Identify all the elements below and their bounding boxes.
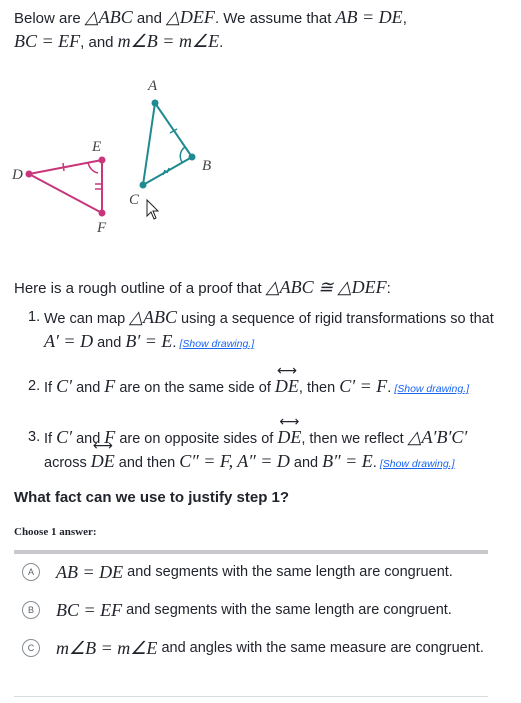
choice-math: AB = DE bbox=[56, 561, 124, 582]
step-math: F bbox=[104, 376, 116, 396]
step-text: using a sequence of rigid transformations so that bbox=[177, 311, 494, 327]
triangle-def-expr: △DEF bbox=[166, 7, 215, 27]
step-text: and bbox=[93, 335, 126, 351]
step-math: C′ bbox=[56, 376, 73, 396]
answer-choice-b[interactable] bbox=[14, 595, 488, 625]
step-number: 1. bbox=[28, 309, 41, 325]
problem-intro bbox=[14, 6, 504, 54]
outline-text: : bbox=[386, 280, 391, 297]
choice-letter-c: C bbox=[22, 639, 40, 657]
vertex-b bbox=[189, 154, 196, 161]
line-de: ⟷ DE bbox=[275, 375, 299, 397]
label-e: E bbox=[92, 139, 102, 155]
answer-choice-a[interactable] bbox=[14, 557, 488, 587]
line-de: ⟷ DE bbox=[277, 426, 301, 448]
show-drawing-link-3[interactable]: [Show drawing.] bbox=[379, 458, 455, 470]
step-math: B″ = E bbox=[322, 451, 373, 471]
step-text: . bbox=[372, 455, 377, 471]
triangle-abc bbox=[140, 100, 196, 189]
step-text: We can map bbox=[44, 311, 130, 327]
step-math: △A′B′C′ bbox=[407, 427, 468, 447]
step-number: 3. bbox=[28, 429, 41, 445]
step-text: . bbox=[387, 380, 392, 396]
proof-outline-heading bbox=[14, 277, 391, 298]
proof-step-2 bbox=[28, 375, 498, 400]
choice-text: and segments with the same length are congruent. bbox=[123, 564, 453, 580]
intro-text: , and bbox=[80, 34, 118, 51]
intro-text: and bbox=[132, 10, 167, 27]
step-math: F bbox=[104, 427, 116, 447]
step-text: are on the same side of bbox=[115, 380, 275, 396]
step-text: and bbox=[72, 380, 105, 396]
segment-ab bbox=[155, 103, 192, 157]
vertex-d bbox=[26, 171, 33, 178]
assumption-angle-b-e: m∠B = m∠E bbox=[117, 31, 220, 51]
proof-steps bbox=[28, 306, 498, 495]
intro-text: . bbox=[219, 34, 224, 51]
choice-text: and angles with the same measure are congruent. bbox=[157, 640, 484, 656]
segment-df bbox=[29, 174, 102, 213]
choose-label: Choose 1 answer: bbox=[14, 526, 97, 538]
show-drawing-link-2[interactable]: [Show drawing.] bbox=[394, 383, 470, 395]
intro-text: . We assume that bbox=[214, 10, 336, 27]
congruence-statement: △ABC ≅ △DEF bbox=[265, 277, 387, 297]
intro-text: , bbox=[402, 10, 407, 27]
step-number: 2. bbox=[28, 378, 41, 394]
question-prompt: What fact can we use to justify step 1? bbox=[14, 489, 290, 506]
intro-text: Below are bbox=[14, 10, 85, 27]
segment-ac bbox=[143, 103, 155, 185]
triangle-def bbox=[26, 157, 106, 217]
choices-divider bbox=[14, 550, 488, 554]
step-math: C′ = F bbox=[339, 376, 388, 396]
tick-de bbox=[63, 163, 64, 171]
step-text: , then we reflect bbox=[301, 431, 408, 447]
step-text: and bbox=[289, 455, 323, 471]
mouse-pointer-icon bbox=[147, 200, 158, 219]
step-math: △ABC bbox=[129, 307, 178, 327]
angle-e-mark bbox=[88, 162, 98, 173]
step-math: C′ bbox=[56, 427, 73, 447]
choice-math: BC = EF bbox=[56, 599, 123, 620]
step-text: across bbox=[44, 455, 91, 471]
step-math: B′ = E bbox=[125, 331, 173, 351]
label-c: C bbox=[129, 192, 140, 208]
outline-text: Here is a rough outline of a proof that bbox=[14, 280, 266, 297]
step-text: are on opposite sides of bbox=[115, 431, 278, 447]
step-text: If bbox=[44, 380, 57, 396]
triangle-abc-expr: △ABC bbox=[84, 7, 133, 27]
vertex-c bbox=[140, 182, 147, 189]
choice-text: and segments with the same length are congruent. bbox=[122, 602, 452, 618]
choices-bottom-divider bbox=[14, 696, 488, 697]
proof-step-1 bbox=[28, 306, 498, 355]
step-text: . bbox=[172, 335, 177, 351]
step-text: If bbox=[44, 431, 57, 447]
proof-step-3 bbox=[28, 426, 498, 475]
tick-bc-1 bbox=[163, 170, 165, 175]
step-math: C″ = F, A″ = D bbox=[179, 451, 290, 471]
step-text: and then bbox=[114, 455, 180, 471]
label-b: B bbox=[202, 158, 212, 174]
segment-de bbox=[29, 160, 102, 174]
angle-b-mark bbox=[180, 147, 185, 162]
triangles-diagram bbox=[0, 70, 240, 245]
line-de: ⟷ DE bbox=[91, 450, 115, 472]
label-f: F bbox=[97, 220, 107, 236]
answer-choice-c[interactable] bbox=[14, 633, 488, 663]
step-text: , then bbox=[298, 380, 340, 396]
tick-bc-2 bbox=[167, 168, 169, 173]
vertex-a bbox=[152, 100, 159, 107]
label-d: D bbox=[12, 167, 23, 183]
choice-letter-b: B bbox=[22, 601, 40, 619]
assumption-ab-de: AB = DE bbox=[335, 7, 403, 27]
vertex-e bbox=[99, 157, 106, 164]
assumption-bc-ef: BC = EF bbox=[14, 31, 81, 51]
choice-math: m∠B = m∠E bbox=[56, 637, 158, 658]
step-text: and bbox=[72, 431, 105, 447]
choice-letter-a: A bbox=[22, 563, 40, 581]
show-drawing-link-1[interactable]: [Show drawing.] bbox=[179, 338, 255, 350]
label-a: A bbox=[148, 78, 158, 94]
vertex-f bbox=[99, 210, 106, 217]
step-math: A′ = D bbox=[44, 331, 94, 351]
